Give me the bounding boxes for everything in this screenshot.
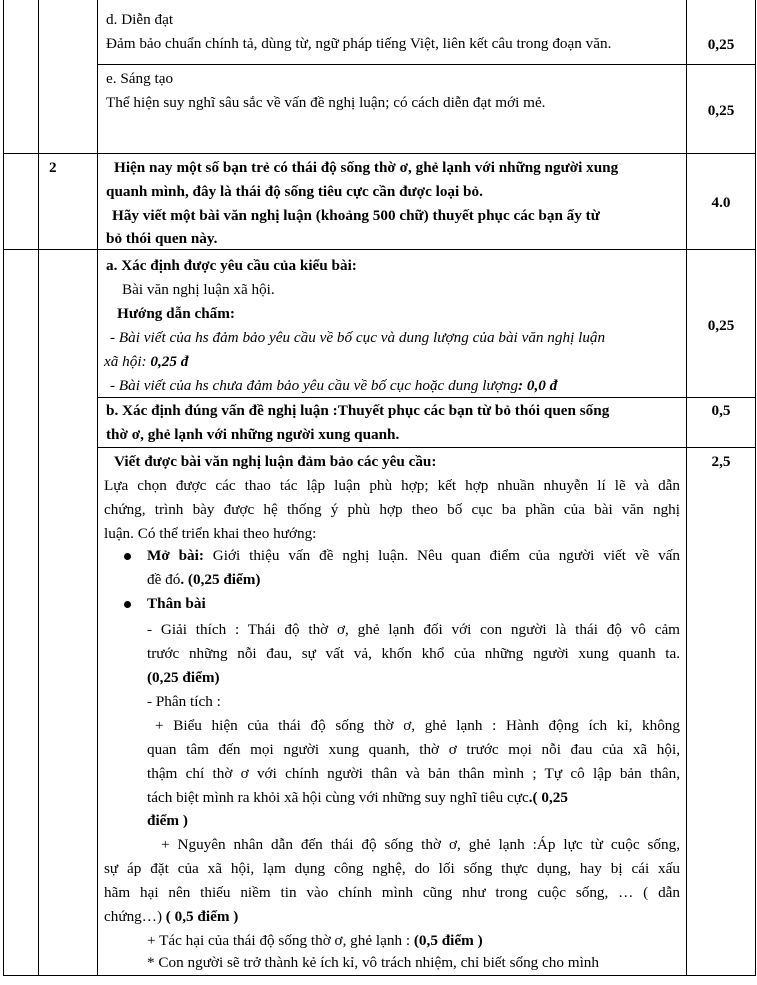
table-border-left [3, 0, 4, 975]
column-divider-score [686, 0, 687, 975]
section-e-title: e. Sáng tạo [106, 70, 174, 87]
part-b-line: thờ ơ, ghẻ lạnh với những người xung quanh. [106, 426, 400, 443]
nguyen-nhan-line: hãm hại nên thiếu niềm tin vào chính mình cũng như trong cuộc sống, … ( dẫn [104, 884, 680, 901]
question-prompt-line: Hãy viết một bài văn nghị luận (khoảng 500 chữ) thuyết phục các bạn ấy từ [112, 207, 600, 224]
part-c-intro-line: chứng, trình bày được hệ thống ý phù hợp theo bố cục ba phần của bài văn nghị [104, 501, 680, 518]
row-divider [97, 447, 756, 448]
part-a-guide-heading: Hướng dẫn chấm: [117, 305, 235, 322]
row-divider [97, 64, 756, 65]
giai-thich-score: (0,25 điểm) [147, 669, 220, 686]
question-number: 2 [49, 159, 57, 176]
con-nguoi-line: * Con người sẽ trở thành kẻ ích kỉ, vô trách nhiệm, chỉ biết sống cho mình [147, 954, 599, 971]
than-bai-label: Thân bài [147, 595, 206, 612]
bieu-hien-line: + Biểu hiện của thái độ sống thờ ơ, ghẻ lạnh : Hành động ích kỉ, không [155, 717, 680, 734]
table-bottom-border [3, 975, 756, 976]
question-prompt-line: Hiện nay một số bạn trẻ có thái độ sống thờ ơ, ghẻ lạnh với những người xung [114, 159, 619, 176]
bieu-hien-score: điểm ) [147, 812, 188, 829]
part-a-score: 0,25 [707, 317, 735, 334]
phan-tich-label: - Phân tích : [147, 693, 221, 710]
part-c-intro-line: luận. Có thể triển khai theo hướng: [104, 525, 317, 542]
row-divider [3, 249, 756, 250]
bieu-hien-line: thậm chí thờ ơ với chính người thân và bản thân mình ; Tự cô lập bản thân, [147, 765, 680, 782]
nguyen-nhan-line: chứng…) ( 0,5 điểm ) [104, 908, 239, 925]
mo-bai-line: Mở bài: Giới thiệu vấn đề nghị luận. Nêu quan điểm của người viết về vấn [147, 547, 681, 564]
section-e-score: 0,25 [707, 102, 735, 119]
bullet-icon [124, 601, 131, 608]
part-c-heading: Viết được bài văn nghị luận đảm bảo các yêu cầu: [114, 453, 437, 470]
bullet-icon [124, 553, 131, 560]
nguyen-nhan-line: + Nguyên nhân dẫn đến thái độ sống thờ ơ, ghẻ lạnh :Áp lực từ cuộc sống, [161, 836, 680, 853]
question-score: 4.0 [711, 194, 731, 211]
bieu-hien-line: tách biệt mình ra khỏi xã hội cùng với những suy nghĩ tiêu cực.( 0,25 [147, 789, 568, 806]
section-d-description: Đảm bảo chuẩn chính tả, dùng từ, ngữ pháp tiếng Việt, liên kết câu trong đoạn văn. [106, 35, 612, 52]
section-d-score: 0,25 [707, 36, 735, 53]
question-prompt-line: bỏ thói quen này. [106, 230, 218, 247]
part-a-guide-line: xã hội: 0,25 đ [104, 353, 189, 370]
part-a-guide-line: - Bài viết của hs đảm bảo yêu cầu về bố cục và dung lượng của bài văn nghị luận [110, 329, 606, 346]
giai-thich-line: trước những nỗi đau, sự vất vả, khốn khổ của những người xung quanh ta. [147, 645, 680, 662]
section-d-title: d. Diễn đạt [106, 11, 174, 28]
mo-bai-line: đề đó. (0,25 điểm) [147, 571, 261, 588]
tac-hai-line: + Tác hại của thái độ sống thờ ơ, ghẻ lạnh : (0,5 điểm ) [147, 932, 483, 949]
nguyen-nhan-line: sự áp đặt của xã hội, lạm dụng công nghệ, do lối sống thực dụng, hay bị cái xấu [104, 860, 680, 877]
table-border-right [755, 0, 756, 975]
question-prompt-line: quanh mình, đây là thái độ sống tiêu cực cần được loại bỏ. [106, 183, 483, 200]
part-c-score: 2,5 [711, 453, 731, 470]
part-b-line: b. Xác định đúng vấn đề nghị luận :Thuyết phục các bạn từ bỏ thói quen sống [106, 402, 610, 419]
row-divider [97, 397, 756, 398]
part-a-heading: a. Xác định được yêu cầu của kiểu bài: [106, 257, 357, 274]
row-divider [3, 153, 756, 154]
part-a-essay-type: Bài văn nghị luận xã hội. [122, 281, 275, 298]
column-divider-number [38, 0, 39, 975]
part-c-intro-line: Lựa chọn được các thao tác lập luận phù hợp; kết hợp nhuần nhuyễn lí lẽ và dẫn [104, 477, 680, 494]
giai-thich-line: - Giải thích : Thái độ thờ ơ, ghẻ lạnh đối với con người là thái độ vô cảm [147, 621, 680, 638]
section-e-description: Thể hiện suy nghĩ sâu sắc về vấn đề nghị luận; có cách diễn đạt mới mẻ. [106, 94, 546, 111]
bieu-hien-line: quan tâm đến mọi người xung quanh, thờ ơ trước mọi nỗi đau của xã hội, [147, 741, 680, 758]
part-b-score: 0,5 [711, 402, 731, 419]
part-a-guide-line: - Bài viết của hs chưa đảm bảo yêu cầu về bố cục hoặc dung lượng: 0,0 đ [110, 377, 558, 394]
column-divider-content [97, 0, 98, 975]
